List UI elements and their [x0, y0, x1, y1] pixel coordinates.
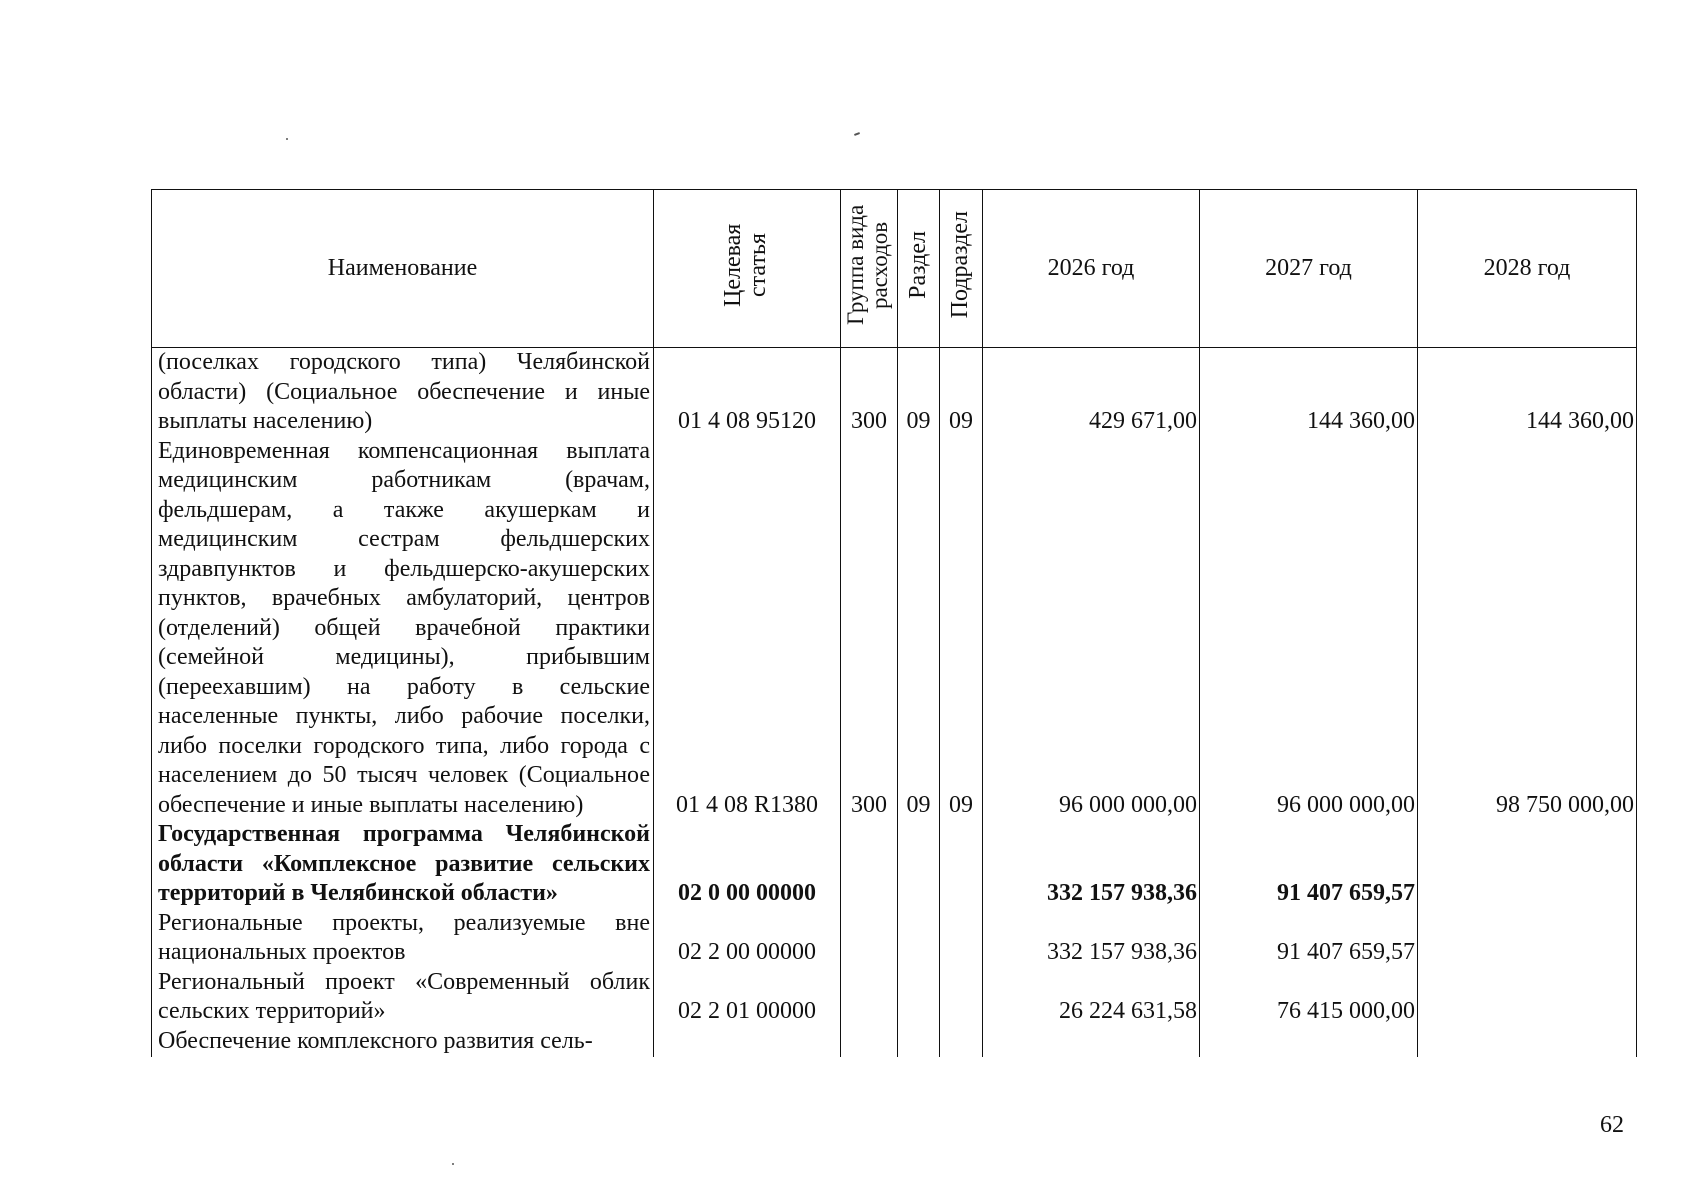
header-section: Раздел: [898, 190, 940, 348]
row-expense-group: [841, 1027, 898, 1057]
row-2028: [1418, 909, 1637, 968]
row-2028: 98 750 000,00: [1418, 437, 1637, 821]
row-section: 09: [898, 437, 940, 821]
row-subsection: [940, 820, 983, 909]
header-name: Наименование: [152, 190, 654, 348]
row-target-article: 01 4 08 R1380: [654, 437, 841, 821]
row-2026: 96 000 000,00: [983, 437, 1200, 821]
row-expense-group: [841, 968, 898, 1027]
header-target-article: Целевая статья: [654, 190, 841, 348]
row-subsection: 09: [940, 348, 983, 437]
row-2027: 91 407 659,57: [1200, 909, 1418, 968]
row-subsection: [940, 1027, 983, 1057]
row-section: [898, 1027, 940, 1057]
row-target-article: 02 0 00 00000: [654, 820, 841, 909]
row-section: [898, 968, 940, 1027]
row-2026: 332 157 938,36: [983, 820, 1200, 909]
row-2028: [1418, 968, 1637, 1027]
row-target-article: 02 2 00 00000: [654, 909, 841, 968]
row-subsection: [940, 968, 983, 1027]
row-2026: 26 224 631,58: [983, 968, 1200, 1027]
table-row: [152, 909, 1637, 968]
row-2027: [1200, 1027, 1418, 1057]
table-header-row: [152, 190, 1637, 348]
row-subsection: 09: [940, 437, 983, 821]
row-expense-group: 300: [841, 348, 898, 437]
row-expense-group: [841, 909, 898, 968]
header-subsection: Подраздел: [940, 190, 983, 348]
row-2027: 96 000 000,00: [1200, 437, 1418, 821]
scan-speck: [452, 1163, 454, 1165]
table-row: [152, 820, 1637, 909]
row-section: [898, 909, 940, 968]
table-row: [152, 437, 1637, 821]
table-row: [152, 348, 1637, 437]
row-section: [898, 820, 940, 909]
scan-speck: [854, 132, 860, 136]
row-2026: [983, 1027, 1200, 1057]
header-2026: 2026 год: [983, 190, 1200, 348]
row-2026: 429 671,00: [983, 348, 1200, 437]
header-2028: 2028 год: [1418, 190, 1637, 348]
header-expense-group: Группа вида расходов: [841, 190, 898, 348]
table-row: [152, 1027, 1637, 1057]
row-2027: 76 415 000,00: [1200, 968, 1418, 1027]
row-2028: [1418, 1027, 1637, 1057]
row-section: 09: [898, 348, 940, 437]
row-target-article: 01 4 08 95120: [654, 348, 841, 437]
row-2028: [1418, 820, 1637, 909]
row-2027: 144 360,00: [1200, 348, 1418, 437]
row-name: (поселках городского типа) Челябинской области) (Социальное обеспечение и иные выплаты населению): [152, 348, 654, 437]
row-2028: 144 360,00: [1418, 348, 1637, 437]
row-name: Обеспечение комплексного развития сель-: [152, 1027, 654, 1057]
row-name: Государственная программа Челябинской области «Комплексное развитие сельских территорий в Челябинской области»: [152, 820, 654, 909]
row-name: Региональный проект «Современный облик сельских территорий»: [152, 968, 654, 1027]
budget-table: [151, 189, 1637, 1057]
scan-speck: [286, 138, 288, 140]
row-2026: 332 157 938,36: [983, 909, 1200, 968]
row-target-article: 02 2 01 00000: [654, 968, 841, 1027]
row-name: Единовременная компенсационная выплата медицинским работникам (врачам, фельдшерам, а также акушеркам и медицинским сестрам фельдшерских здравпунктов и фельдшерско-акушерских пунктов, врачебных амбулаторий, центров (отделений) общей врачебной практики (семейной медицины), прибывшим (переехавшим) на работу в сельские населенные пункты, либо рабочие поселки, либо поселки городского типа, либо города с населением до 50 тысяч человек (Социальное обеспечение и иные выплаты населению): [152, 437, 654, 821]
row-name: Региональные проекты, реализуемые вне национальных проектов: [152, 909, 654, 968]
row-2027: 91 407 659,57: [1200, 820, 1418, 909]
row-subsection: [940, 909, 983, 968]
page-number: 62: [1600, 1112, 1624, 1138]
row-expense-group: 300: [841, 437, 898, 821]
row-target-article: [654, 1027, 841, 1057]
table-row: [152, 968, 1637, 1027]
row-expense-group: [841, 820, 898, 909]
header-2027: 2027 год: [1200, 190, 1418, 348]
